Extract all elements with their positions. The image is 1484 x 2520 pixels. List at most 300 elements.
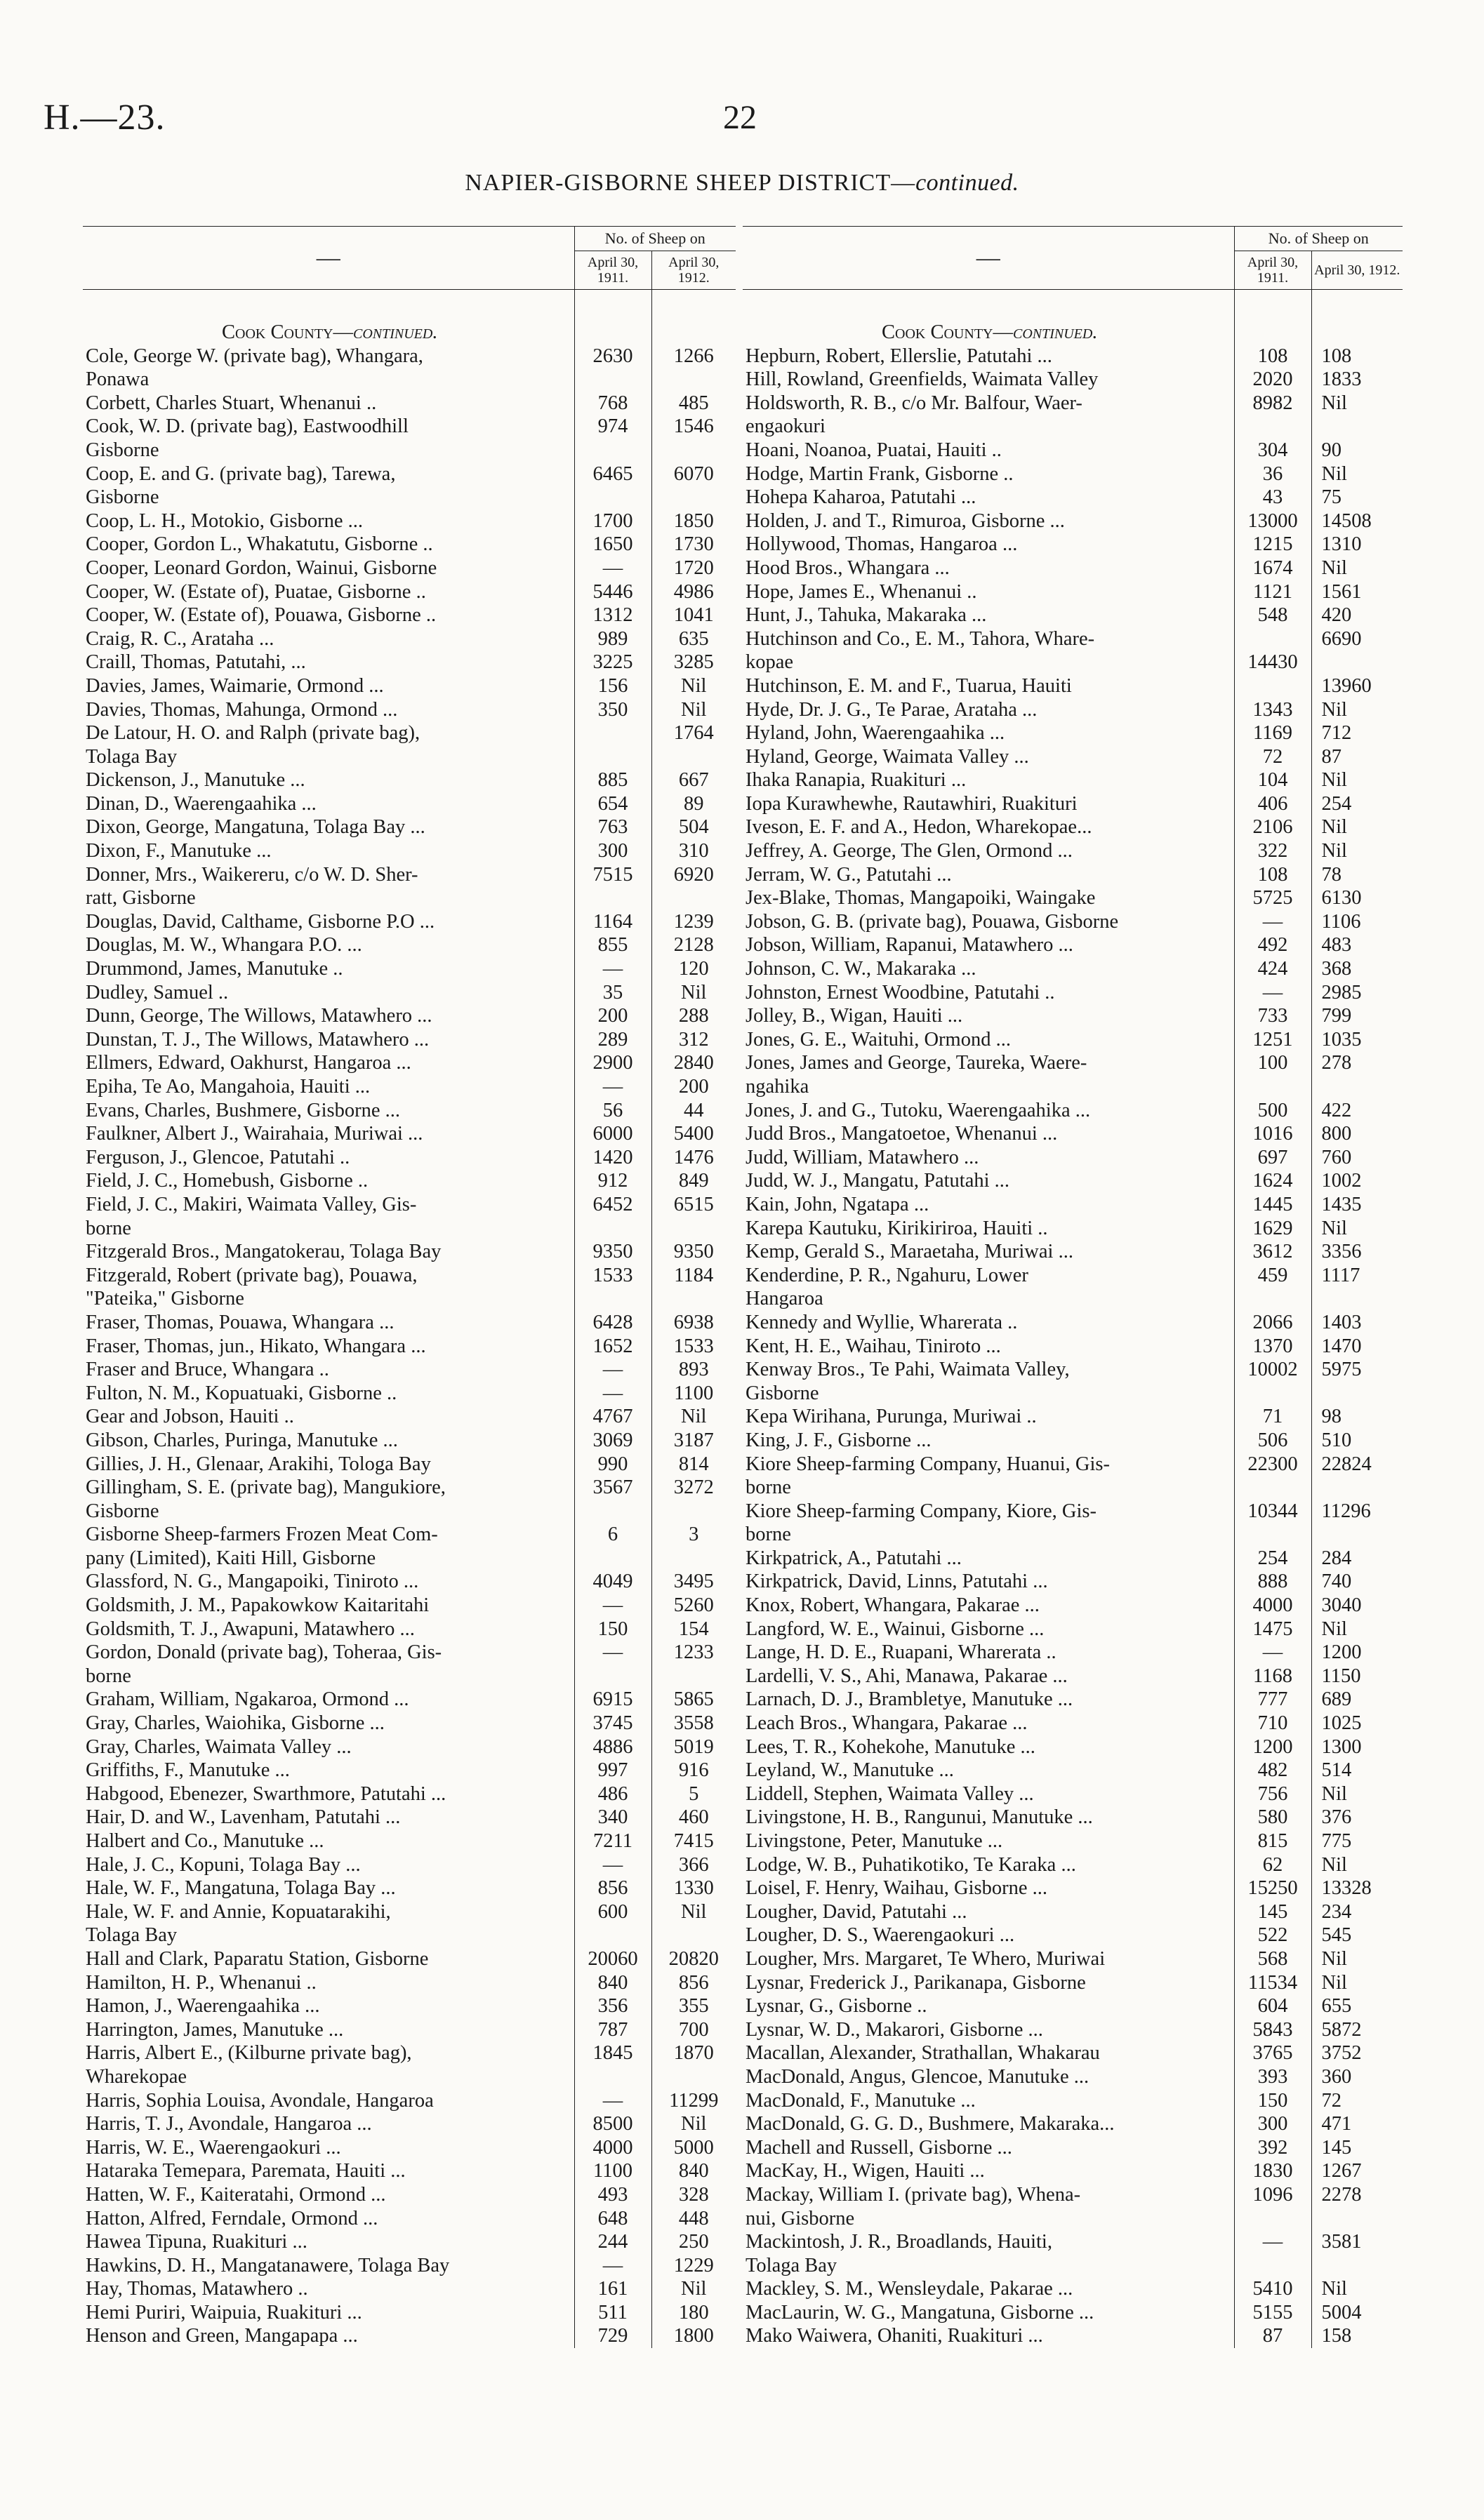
table-row — [83, 415, 736, 439]
sheep-1911: 1629 — [1234, 1217, 1311, 1241]
sheep-1912: 1184 — [651, 1264, 736, 1288]
sheep-1911: 989 — [574, 627, 651, 651]
col-1912-header: April 30, 1912. — [1311, 251, 1403, 290]
table-row — [743, 1335, 1403, 1359]
sheep-1912: 14508 — [1311, 509, 1403, 533]
entry-name: Judd Bros., Mangatoetoe, Whenanui ... — [746, 1123, 1058, 1145]
sheep-1912 — [1311, 651, 1403, 674]
entry-name: Kemp, Gerald S., Maraetaha, Muriwai ... — [746, 1241, 1073, 1263]
entry-name: Machell and Russell, Gisborne ... — [746, 2136, 1012, 2159]
sheep-1912: 98 — [1311, 1405, 1403, 1429]
entry-name: Knox, Robert, Whangara, Pakarae ... — [746, 1594, 1040, 1617]
sheep-1912: 1330 — [651, 1876, 736, 1900]
table-row — [83, 2065, 736, 2089]
sheep-1912: 20820 — [651, 1947, 736, 1971]
entry-name: Cook, W. D. (private bag), Eastwoodhill — [86, 415, 409, 438]
table-row — [743, 1476, 1403, 1500]
sheep-1912: 1229 — [651, 2254, 736, 2278]
sheep-1911: — — [1234, 981, 1311, 1005]
sheep-1912: 712 — [1311, 721, 1403, 745]
sheep-1912 — [651, 886, 736, 910]
sheep-1912: 13328 — [1311, 1876, 1403, 1900]
sheep-1912 — [1311, 1075, 1403, 1099]
sheep-1911: 1475 — [1234, 1618, 1311, 1641]
entry-name: Hodge, Martin Frank, Gisborne .. — [746, 462, 1014, 485]
sheep-1911: 1830 — [1234, 2159, 1311, 2183]
sheep-1912: 483 — [1311, 933, 1403, 957]
table-row — [743, 1264, 1403, 1288]
table-row — [83, 1146, 736, 1170]
entry-name: Holdsworth, R. B., c/o Mr. Balfour, Waer- — [746, 392, 1082, 414]
entry-name: Fraser, Thomas, Pouawa, Whangara ... — [86, 1311, 395, 1333]
sheep-1912: 1300 — [1311, 1735, 1403, 1759]
sheep-1911: 6915 — [574, 1688, 651, 1712]
sheep-1911 — [574, 439, 651, 462]
sheep-1912: 6515 — [651, 1193, 736, 1217]
entry-name: Hyde, Dr. J. G., Te Parae, Arataha ... — [746, 698, 1038, 721]
sheep-1911 — [574, 1924, 651, 1947]
sheep-1911: 459 — [1234, 1264, 1311, 1288]
sheep-1911: 145 — [1234, 1900, 1311, 1924]
sheep-1911: 1650 — [574, 533, 651, 556]
entry-name: Gisborne — [86, 439, 159, 461]
sheep-1912 — [651, 2065, 736, 2089]
sheep-1911: 1164 — [574, 910, 651, 934]
table-row — [743, 2207, 1403, 2231]
table-row — [743, 1735, 1403, 1759]
sheep-1912: 11296 — [1311, 1500, 1403, 1524]
sheep-1912: 1106 — [1311, 910, 1403, 934]
entry-name: Kirkpatrick, David, Linns, Patutahi ... — [746, 1571, 1048, 1593]
table-row — [83, 839, 736, 863]
sheep-1911: 1370 — [1234, 1335, 1311, 1359]
sheep-1912: 545 — [1311, 1924, 1403, 1947]
entry-name: Hamon, J., Waerengaahika ... — [86, 1995, 320, 2018]
table-row — [743, 509, 1403, 533]
entry-name: Tolaga Bay — [746, 2254, 837, 2276]
sheep-1912: Nil — [651, 981, 736, 1005]
entry-name: Iopa Kurawhewhe, Rautawhiri, Ruakituri — [746, 792, 1078, 815]
entry-name: Dunstan, T. J., The Willows, Matawhero ... — [86, 1028, 430, 1051]
table-row — [83, 2159, 736, 2183]
sheep-1911: 340 — [574, 1806, 651, 1829]
table-row — [83, 1853, 736, 1877]
entry-name: Mackintosh, J. R., Broadlands, Hauiti, — [746, 2231, 1052, 2253]
table-row — [83, 1688, 736, 1712]
entry-name: Jobson, G. B. (private bag), Pouawa, Gisborne — [746, 910, 1119, 933]
table-row — [83, 627, 736, 651]
entry-name: MacKay, H., Wigen, Hauiti ... — [746, 2160, 985, 2182]
sheep-1912: 1870 — [651, 2041, 736, 2065]
sheep-1912: 510 — [1311, 1429, 1403, 1453]
entry-name: MacDonald, G. G. D., Bushmere, Makaraka... — [746, 2113, 1115, 2135]
table-row — [743, 1876, 1403, 1900]
sheep-1911 — [1234, 1476, 1311, 1500]
sheep-1912: 1041 — [651, 604, 736, 627]
sheep-1911: 300 — [574, 839, 651, 863]
table-row — [743, 698, 1403, 722]
entry-name: Dudley, Samuel .. — [86, 981, 229, 1004]
sheep-1912: 1533 — [651, 1335, 736, 1359]
sheep-1912: Nil — [1311, 1782, 1403, 1806]
sheep-1911: — — [574, 1641, 651, 1665]
entry-name: Cooper, Gordon L., Whakatutu, Gisborne .. — [86, 533, 433, 556]
sheep-1912: 376 — [1311, 1806, 1403, 1829]
entry-name: Dixon, F., Manutuke ... — [86, 840, 272, 862]
sheep-1912: 849 — [651, 1169, 736, 1193]
name-column-header: — — [83, 227, 574, 290]
sheep-1911: 974 — [574, 415, 651, 439]
sheep-1911: 3225 — [574, 651, 651, 674]
sheep-1912: Nil — [651, 2277, 736, 2301]
table-row — [83, 1051, 736, 1075]
sheep-1911 — [574, 721, 651, 745]
entry-name: King, J. F., Gisborne ... — [746, 1429, 932, 1451]
sheep-1912: Nil — [1311, 698, 1403, 722]
sheep-1911: 5725 — [1234, 886, 1311, 910]
sheep-1911: 729 — [574, 2324, 651, 2348]
table-row — [83, 1641, 736, 1665]
table-row — [83, 1217, 736, 1241]
sheep-1911: 756 — [1234, 1782, 1311, 1806]
entry-name: Judd, W. J., Mangatu, Patutahi ... — [746, 1170, 1010, 1192]
sheep-1912: Nil — [1311, 768, 1403, 792]
table-row — [743, 839, 1403, 863]
sheep-1911: 4049 — [574, 1570, 651, 1594]
entry-name: Hatten, W. F., Kaiteratahi, Ormond ... — [86, 2183, 386, 2206]
sheep-1911: 888 — [1234, 1570, 1311, 1594]
sheep-1911: 840 — [574, 1971, 651, 1995]
entry-name: Kepa Wirihana, Purunga, Muriwai .. — [746, 1406, 1037, 1428]
entry-name: Corbett, Charles Stuart, Whenanui .. — [86, 392, 377, 414]
entry-name: Lodge, W. B., Puhatikotiko, Te Karaka ... — [746, 1853, 1076, 1876]
entry-name: borne — [86, 1217, 131, 1239]
page-title — [0, 170, 1484, 196]
sheep-1911: 604 — [1234, 1994, 1311, 2018]
sheep-1911: 393 — [1234, 2065, 1311, 2089]
sheep-1912: 89 — [651, 792, 736, 816]
sheep-1912: 1267 — [1311, 2159, 1403, 2183]
sheep-1912: 916 — [651, 1759, 736, 1782]
entry-name: Lysnar, W. D., Makarori, Gisborne ... — [746, 2018, 1043, 2041]
entry-name: nui, Gisborne — [746, 2207, 855, 2229]
sheep-1911: 1251 — [1234, 1028, 1311, 1052]
sheep-1912: 87 — [1311, 745, 1403, 769]
entry-name: Kain, John, Ngatapa ... — [746, 1193, 929, 1215]
table-row — [83, 1264, 736, 1288]
table-row — [83, 2018, 736, 2042]
sheep-1911: 2106 — [1234, 815, 1311, 839]
table-row — [743, 1665, 1403, 1688]
sheep-1911: — — [574, 957, 651, 981]
sheep-1911 — [574, 486, 651, 509]
table-row — [743, 1759, 1403, 1782]
sheep-1912 — [1311, 1287, 1403, 1311]
entry-name: Hope, James E., Whenanui .. — [746, 580, 977, 603]
sheep-1912: 6690 — [1311, 627, 1403, 651]
sheep-1912: 6938 — [651, 1311, 736, 1335]
sheep-1911: — — [574, 2089, 651, 2113]
sheep-1912 — [651, 1217, 736, 1241]
entry-name: Ihaka Ranapia, Ruakituri ... — [746, 769, 967, 792]
table-row — [743, 2041, 1403, 2065]
sheep-1912: 3285 — [651, 651, 736, 674]
sheep-1912: 3558 — [651, 1712, 736, 1735]
table-row — [743, 2159, 1403, 2183]
entry-name: Harris, Albert E., (Kilburne private bag), — [86, 2042, 412, 2065]
sheep-1912: 2128 — [651, 933, 736, 957]
entry-name: Leach Bros., Whangara, Pakarae ... — [746, 1712, 1028, 1735]
table-row — [743, 2089, 1403, 2113]
table-row — [83, 1947, 736, 1971]
sheep-1911: 10002 — [1234, 1358, 1311, 1382]
sheep-1912: 1002 — [1311, 1169, 1403, 1193]
sheep-1911: 1845 — [574, 2041, 651, 2065]
table-row — [83, 1193, 736, 1217]
sheep-1912: 6920 — [651, 863, 736, 887]
entry-name: Hale, W. F. and Annie, Kopuatarakihi, — [86, 1900, 391, 1923]
table-row — [743, 863, 1403, 887]
sheep-1911: 6465 — [574, 462, 651, 486]
table-row — [743, 886, 1403, 910]
entry-name: Harris, Sophia Louisa, Avondale, Hangaroa — [86, 2089, 434, 2112]
entry-name: Gillingham, S. E. (private bag), Mangukiore, — [86, 1476, 446, 1499]
entry-name: Mackay, William I. (private bag), Whena- — [746, 2183, 1081, 2206]
entry-name: Hood Bros., Whangara ... — [746, 556, 950, 579]
sheep-1911: 5410 — [1234, 2277, 1311, 2301]
sheep-1912: 284 — [1311, 1547, 1403, 1571]
sheep-1911: 4000 — [1234, 1594, 1311, 1618]
sheep-1912: 760 — [1311, 1146, 1403, 1170]
entry-name: Lougher, David, Patutahi ... — [746, 1900, 967, 1923]
sheep-1911: 1100 — [574, 2159, 651, 2183]
entry-name: Cole, George W. (private bag), Whangara, — [86, 345, 423, 367]
sheep-1912: Nil — [651, 698, 736, 722]
table-row — [83, 1829, 736, 1853]
table-row — [83, 863, 736, 887]
table-row — [743, 345, 1403, 368]
table-row — [83, 768, 736, 792]
entry-name: Gisborne — [86, 1500, 159, 1522]
table-row — [743, 1523, 1403, 1547]
sheep-1912: 471 — [1311, 2112, 1403, 2136]
sheep-1911: — — [574, 1075, 651, 1099]
entry-name: Epiha, Te Ao, Mangahoia, Hauiti ... — [86, 1076, 371, 1098]
sheep-1912: 5872 — [1311, 2018, 1403, 2042]
sheep-1911: 7515 — [574, 863, 651, 887]
table-row — [83, 1122, 736, 1146]
table-row — [743, 1429, 1403, 1453]
entry-name: Langford, W. E., Wainui, Gisborne ... — [746, 1618, 1045, 1640]
sheep-1912: 234 — [1311, 1900, 1403, 1924]
sheep-1911 — [574, 1287, 651, 1311]
sheep-1911: 2066 — [1234, 1311, 1311, 1335]
entry-name: Field, J. C., Makiri, Waimata Valley, Gis- — [86, 1193, 417, 1215]
table-row — [83, 1547, 736, 1571]
sheep-1912: 355 — [651, 1994, 736, 2018]
table-row — [743, 674, 1403, 698]
table-row — [743, 1217, 1403, 1241]
sheep-1911: 71 — [1234, 1405, 1311, 1429]
table-row — [83, 792, 736, 816]
entry-name: Iveson, E. F. and A., Hedon, Wharekopae... — [746, 816, 1092, 839]
sheep-1912 — [1311, 415, 1403, 439]
sheep-1912: 310 — [651, 839, 736, 863]
sheep-1911: 648 — [574, 2207, 651, 2231]
sheep-1911: 733 — [1234, 1004, 1311, 1028]
sheep-1912: 44 — [651, 1099, 736, 1123]
table-row — [743, 1971, 1403, 1995]
sheep-1911: 1420 — [574, 1146, 651, 1170]
sheep-1911: 1674 — [1234, 556, 1311, 580]
sheep-1911: 1533 — [574, 1264, 651, 1288]
table-row — [83, 1618, 736, 1641]
sheep-1912: 5019 — [651, 1735, 736, 1759]
entry-name: Faulkner, Albert J., Wairahaia, Muriwai ... — [86, 1123, 423, 1145]
sheep-1912: 840 — [651, 2159, 736, 2183]
entry-name: Field, J. C., Homebush, Gisborne .. — [86, 1170, 369, 1192]
entry-name: De Latour, H. O. and Ralph (private bag), — [86, 722, 420, 745]
table-row — [743, 1994, 1403, 2018]
sheep-1912 — [651, 1547, 736, 1571]
sheep-1912: 1720 — [651, 556, 736, 580]
table-row — [83, 886, 736, 910]
sheep-1911: 1121 — [1234, 580, 1311, 604]
sheep-1911: — — [574, 1594, 651, 1618]
sheep-1912: 180 — [651, 2301, 736, 2325]
table-row — [743, 580, 1403, 604]
sheep-1912: Nil — [1311, 1217, 1403, 1241]
sheep-1911 — [574, 1217, 651, 1241]
entry-name: Jex-Blake, Thomas, Mangapoiki, Waingake — [746, 887, 1096, 909]
sheep-1912: 689 — [1311, 1688, 1403, 1712]
table-row — [743, 933, 1403, 957]
entry-name: Hall and Clark, Paparatu Station, Gisborne — [86, 1947, 429, 1970]
entry-name: Johnson, C. W., Makaraka ... — [746, 958, 976, 980]
sheep-1912: 1025 — [1311, 1712, 1403, 1735]
table-row — [743, 1028, 1403, 1052]
sheep-1912: 3272 — [651, 1476, 736, 1500]
table-row — [83, 345, 736, 368]
entry-name: Macallan, Alexander, Strathallan, Whakarau — [746, 2042, 1100, 2065]
sheep-1911: 104 — [1234, 768, 1311, 792]
entry-name: borne — [746, 1476, 791, 1499]
sheep-1912: 1239 — [651, 910, 736, 934]
entry-name: Hunt, J., Tahuka, Makaraka ... — [746, 604, 987, 627]
sheep-1911: 522 — [1234, 1924, 1311, 1947]
table-row — [743, 1500, 1403, 1524]
entry-name: Karepa Kautuku, Kirikiriroa, Hauiti .. — [746, 1217, 1048, 1239]
entry-name: Jones, J. and G., Tutoku, Waerengaahika ... — [746, 1099, 1091, 1121]
sheep-1912: 1150 — [1311, 1665, 1403, 1688]
sheep-1912: 800 — [1311, 1122, 1403, 1146]
entry-name: borne — [86, 1665, 131, 1687]
table-row — [83, 1240, 736, 1264]
table-row — [83, 1924, 736, 1947]
entry-name: Lougher, Mrs. Margaret, Te Whero, Muriwai — [746, 1947, 1106, 1970]
table-row — [743, 1051, 1403, 1075]
sheep-1912: 1476 — [651, 1146, 736, 1170]
sheep-1912 — [1311, 1476, 1403, 1500]
table-row — [743, 1594, 1403, 1618]
table-row — [83, 1382, 736, 1406]
table-row — [83, 1311, 736, 1335]
sheep-1912 — [651, 1287, 736, 1311]
table-row — [83, 1169, 736, 1193]
table-row — [83, 1994, 736, 2018]
table-row — [743, 1618, 1403, 1641]
sheep-1911: 35 — [574, 981, 651, 1005]
sheep-1912: 5004 — [1311, 2301, 1403, 2325]
sheep-1911: 1343 — [1234, 698, 1311, 722]
sheep-1911: 763 — [574, 815, 651, 839]
entry-name: Liddell, Stephen, Waimata Valley ... — [746, 1782, 1034, 1805]
table-row — [83, 1523, 736, 1547]
sheep-1912: 2278 — [1311, 2183, 1403, 2207]
table-row — [743, 792, 1403, 816]
entry-name: Gillies, J. H., Glenaar, Arakihi, Tologa Bay — [86, 1453, 431, 1475]
entry-name: MacLaurin, W. G., Mangatuna, Gisborne ... — [746, 2301, 1094, 2324]
table-row — [83, 368, 736, 392]
sheep-1911: 1096 — [1234, 2183, 1311, 2207]
sheep-1912: 3187 — [651, 1429, 736, 1453]
sheep-1912: 366 — [651, 1853, 736, 1877]
entry-name: Fraser, Thomas, jun., Hikato, Whangara ... — [86, 1335, 426, 1357]
sheep-1911: 6 — [574, 1523, 651, 1547]
sheep-1912 — [1311, 1523, 1403, 1547]
entry-name: Goldsmith, J. M., Papakowkow Kaitaritahi — [86, 1594, 430, 1617]
sheep-1911: 87 — [1234, 2324, 1311, 2348]
table-row — [743, 1806, 1403, 1829]
sheep-1912: 448 — [651, 2207, 736, 2231]
entry-name: ngahika — [746, 1076, 809, 1098]
entry-name: Hoani, Noanoa, Puatai, Hauiti .. — [746, 439, 1002, 461]
sheep-1912: 72 — [1311, 2089, 1403, 2113]
table-row — [743, 2324, 1403, 2348]
sheep-1912: 485 — [651, 392, 736, 415]
table-row — [83, 392, 736, 415]
sheep-1912: 5000 — [651, 2136, 736, 2160]
sheep-1911: 20060 — [574, 1947, 651, 1971]
sheep-1912: 740 — [1311, 1570, 1403, 1594]
entry-name: Gisborne — [86, 486, 159, 509]
sheep-1911 — [574, 1665, 651, 1688]
sheep-1911 — [1234, 2207, 1311, 2231]
table-row — [743, 651, 1403, 674]
entry-name: Loisel, F. Henry, Waihau, Gisborne ... — [746, 1877, 1047, 1900]
sheep-1911: 697 — [1234, 1146, 1311, 1170]
sheep-1911: 1169 — [1234, 721, 1311, 745]
sheep-1911: 815 — [1234, 1829, 1311, 1853]
sheep-1911: 3612 — [1234, 1240, 1311, 1264]
sheep-1912: 6070 — [651, 462, 736, 486]
table-row — [83, 2136, 736, 2160]
entry-name: Hale, W. F., Mangatuna, Tolaga Bay ... — [86, 1877, 396, 1900]
sheep-1911: 289 — [574, 1028, 651, 1052]
table-row — [743, 2112, 1403, 2136]
sheep-1912: Nil — [1311, 392, 1403, 415]
county-heading-continued: continued. — [352, 321, 438, 343]
entry-name: Fitzgerald Bros., Mangatokerau, Tolaga Bay — [86, 1241, 442, 1263]
entry-name: Hawea Tipuna, Ruakituri ... — [86, 2231, 307, 2253]
sheep-1912: Nil — [1311, 556, 1403, 580]
sheep-1912: 1800 — [651, 2324, 736, 2348]
entry-name: Hawkins, D. H., Mangatanawere, Tolaga Bay — [86, 2254, 450, 2276]
sheep-1911: 3567 — [574, 1476, 651, 1500]
sheep-1911: 8982 — [1234, 392, 1311, 415]
table-row — [743, 1311, 1403, 1335]
table-row — [743, 2136, 1403, 2160]
